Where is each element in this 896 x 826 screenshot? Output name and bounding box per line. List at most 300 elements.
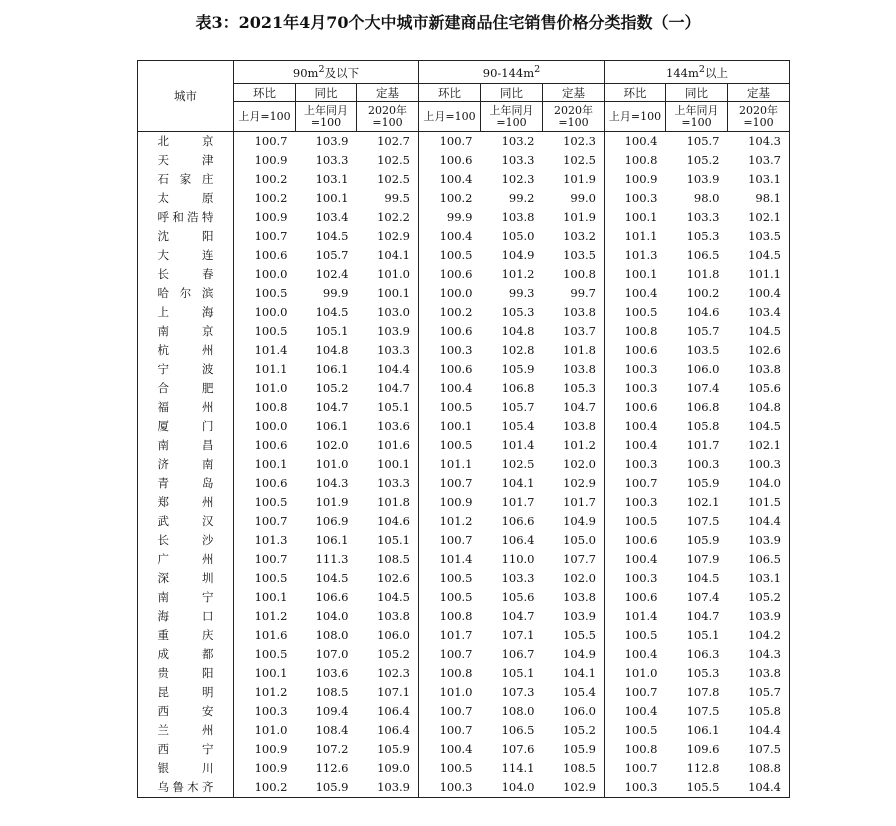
index-value: 107.6 — [501, 742, 535, 756]
index-value: 101.2 — [234, 607, 296, 626]
table-row — [138, 588, 790, 607]
city-name: 北京 — [138, 132, 234, 152]
index-value: 103.1 — [728, 170, 790, 189]
index-value: 101.1 — [605, 227, 666, 246]
city-name: 昆明 — [138, 683, 234, 702]
index-type-header: 同比 — [481, 84, 543, 102]
index-value: 100.6 — [234, 474, 296, 493]
index-value: 100.4 — [419, 227, 481, 246]
index-value: 103.8 — [563, 305, 596, 319]
index-value: 102.3 — [501, 172, 535, 186]
index-value: 99.7 — [570, 286, 596, 300]
table-row — [138, 417, 790, 436]
index-value: 100.4 — [419, 170, 481, 189]
index-value: 98.1 — [728, 189, 790, 208]
index-value: 103.5 — [563, 248, 596, 262]
index-type-header: 同比 — [296, 84, 357, 102]
base-period-header: 2020年 =100 — [543, 102, 605, 132]
index-value: 106.8 — [686, 400, 720, 414]
index-value: 101.2 — [563, 438, 596, 452]
index-value: 101.6 — [377, 438, 410, 452]
index-value: 107.4 — [686, 381, 720, 395]
index-value: 107.5 — [728, 740, 790, 759]
table-row — [138, 683, 790, 702]
index-value: 100.7 — [419, 132, 481, 152]
index-value: 100.7 — [605, 759, 666, 778]
index-type-header: 环比 — [605, 84, 666, 102]
index-value: 104.3 — [728, 645, 790, 664]
index-value: 105.7 — [686, 324, 720, 338]
index-value: 99.0 — [570, 191, 596, 205]
index-value: 109.0 — [377, 761, 410, 775]
index-value: 101.8 — [563, 343, 596, 357]
index-value: 100.5 — [234, 284, 296, 303]
index-value: 103.7 — [728, 151, 790, 170]
index-value: 100.5 — [419, 246, 481, 265]
index-value: 103.8 — [563, 590, 596, 604]
index-value: 99.3 — [508, 286, 535, 300]
index-value: 111.3 — [315, 552, 349, 566]
index-value: 100.3 — [605, 778, 666, 798]
index-value: 105.9 — [501, 362, 535, 376]
index-value: 103.8 — [377, 609, 410, 623]
index-value: 104.2 — [728, 626, 790, 645]
index-value: 106.0 — [563, 704, 596, 718]
table-row — [138, 170, 790, 189]
index-value: 101.0 — [377, 267, 410, 281]
city-name: 上海 — [138, 303, 234, 322]
base-period-header: 上月=100 — [605, 102, 666, 132]
index-value: 102.0 — [563, 457, 596, 471]
table-row — [138, 455, 790, 474]
index-value: 104.5 — [728, 246, 790, 265]
index-value: 100.1 — [605, 265, 666, 284]
index-value: 106.5 — [686, 248, 720, 262]
index-value: 103.8 — [563, 419, 596, 433]
index-value: 103.2 — [563, 229, 596, 243]
index-value: 103.9 — [563, 609, 596, 623]
table-row — [138, 284, 790, 303]
index-value: 102.6 — [728, 341, 790, 360]
index-value: 104.5 — [315, 305, 349, 319]
index-value: 103.3 — [501, 571, 535, 585]
city-name: 杭州 — [138, 341, 234, 360]
index-value: 107.5 — [686, 704, 720, 718]
index-value: 100.4 — [419, 740, 481, 759]
index-value: 104.7 — [315, 400, 349, 414]
index-type-header: 定基 — [543, 84, 605, 102]
index-value: 108.5 — [377, 552, 410, 566]
index-value: 106.9 — [315, 514, 349, 528]
index-value: 102.1 — [728, 436, 790, 455]
index-value: 105.2 — [563, 723, 596, 737]
index-value: 108.0 — [501, 704, 535, 718]
index-value: 105.2 — [728, 588, 790, 607]
index-value: 100.1 — [234, 588, 296, 607]
index-value: 106.0 — [686, 362, 720, 376]
index-value: 104.5 — [315, 229, 349, 243]
index-value: 100.6 — [419, 322, 481, 341]
index-value: 104.1 — [501, 476, 535, 490]
table-row — [138, 702, 790, 721]
index-value: 104.1 — [377, 248, 410, 262]
index-value: 100.5 — [419, 569, 481, 588]
index-value: 102.0 — [315, 438, 349, 452]
city-name: 宁波 — [138, 360, 234, 379]
index-value: 107.4 — [686, 590, 720, 604]
table-row — [138, 132, 790, 152]
index-value: 103.9 — [728, 531, 790, 550]
index-value: 100.3 — [686, 457, 720, 471]
index-value: 100.9 — [234, 208, 296, 227]
index-value: 100.5 — [234, 569, 296, 588]
index-value: 107.1 — [377, 685, 410, 699]
index-value: 100.9 — [605, 170, 666, 189]
index-value: 105.0 — [563, 533, 596, 547]
index-value: 99.5 — [384, 191, 410, 205]
index-value: 100.7 — [419, 531, 481, 550]
index-value: 101.1 — [419, 455, 481, 474]
index-value: 105.6 — [501, 590, 535, 604]
index-value: 102.1 — [728, 208, 790, 227]
index-value: 104.7 — [686, 609, 720, 623]
index-value: 100.2 — [419, 303, 481, 322]
index-value: 105.3 — [686, 666, 720, 680]
city-name: 福州 — [138, 398, 234, 417]
city-name: 广州 — [138, 550, 234, 569]
index-value: 100.5 — [234, 493, 296, 512]
index-value: 106.8 — [501, 381, 535, 395]
index-value: 100.3 — [605, 379, 666, 398]
index-value: 103.6 — [315, 666, 349, 680]
page-title: 表3：2021年4月70个大中城市新建商品住宅销售价格分类指数（一） — [195, 13, 701, 32]
index-value: 103.5 — [686, 343, 720, 357]
index-value: 100.2 — [686, 286, 720, 300]
index-value: 102.9 — [377, 229, 410, 243]
index-value: 101.5 — [728, 493, 790, 512]
index-value: 100.3 — [605, 455, 666, 474]
index-value: 104.7 — [563, 400, 596, 414]
index-value: 104.9 — [501, 248, 535, 262]
base-period-header: 上年同月 =100 — [481, 102, 543, 132]
table-row — [138, 626, 790, 645]
index-value: 112.8 — [686, 761, 720, 775]
index-value: 106.7 — [501, 647, 535, 661]
index-value: 101.0 — [419, 683, 481, 702]
index-value: 104.4 — [728, 512, 790, 531]
index-value: 101.2 — [419, 512, 481, 531]
base-period-header: 2020年 =100 — [357, 102, 419, 132]
index-value: 107.9 — [686, 552, 720, 566]
index-value: 103.9 — [728, 607, 790, 626]
index-value: 103.6 — [377, 419, 410, 433]
index-value: 108.5 — [315, 685, 349, 699]
index-value: 101.0 — [234, 721, 296, 740]
city-name: 沈阳 — [138, 227, 234, 246]
base-period-header: 上年同月 =100 — [296, 102, 357, 132]
index-value: 106.5 — [501, 723, 535, 737]
index-value: 100.7 — [419, 474, 481, 493]
index-value: 100.7 — [419, 702, 481, 721]
index-type-header: 环比 — [234, 84, 296, 102]
index-value: 105.5 — [666, 778, 728, 798]
city-name: 太原 — [138, 189, 234, 208]
index-value: 101.7 — [419, 626, 481, 645]
table-row — [138, 436, 790, 455]
index-type-header: 同比 — [666, 84, 728, 102]
city-name: 长沙 — [138, 531, 234, 550]
index-value: 104.1 — [563, 666, 596, 680]
base-period-header: 2020年 =100 — [728, 102, 790, 132]
index-value: 105.2 — [686, 153, 720, 167]
index-value: 100.6 — [419, 151, 481, 170]
index-value: 105.1 — [315, 324, 349, 338]
index-value: 106.4 — [377, 704, 410, 718]
index-value: 100.4 — [605, 645, 666, 664]
index-value: 100.1 — [315, 191, 349, 205]
index-value: 99.9 — [419, 208, 481, 227]
city-name: 合肥 — [138, 379, 234, 398]
index-value: 103.7 — [563, 324, 596, 338]
table-row — [138, 208, 790, 227]
index-value: 100.8 — [563, 267, 596, 281]
index-value: 100.4 — [605, 702, 666, 721]
index-value: 100.7 — [234, 227, 296, 246]
index-value: 105.4 — [501, 419, 535, 433]
index-value: 105.1 — [377, 533, 410, 547]
index-value: 100.1 — [234, 455, 296, 474]
table-row — [138, 189, 790, 208]
index-value: 103.3 — [501, 153, 535, 167]
index-value: 103.2 — [501, 134, 535, 148]
table-row — [138, 569, 790, 588]
index-value: 100.0 — [419, 284, 481, 303]
index-value: 102.4 — [315, 267, 349, 281]
index-value: 106.0 — [377, 628, 410, 642]
index-value: 103.3 — [686, 210, 720, 224]
index-value: 105.2 — [377, 647, 410, 661]
index-value: 100.1 — [377, 286, 410, 300]
index-value: 104.0 — [315, 609, 349, 623]
index-value: 100.3 — [605, 360, 666, 379]
index-value: 104.6 — [377, 514, 410, 528]
table-row — [138, 740, 790, 759]
index-value: 99.2 — [508, 191, 535, 205]
index-value: 104.5 — [728, 322, 790, 341]
index-type-header: 定基 — [357, 84, 419, 102]
index-value: 103.5 — [728, 227, 790, 246]
index-value: 110.0 — [501, 552, 535, 566]
index-value: 101.2 — [501, 267, 535, 281]
index-value: 102.6 — [377, 571, 410, 585]
index-value: 100.1 — [419, 417, 481, 436]
index-value: 101.4 — [501, 438, 535, 452]
index-value: 100.2 — [234, 189, 296, 208]
index-value: 104.4 — [728, 778, 790, 798]
index-value: 101.4 — [419, 550, 481, 569]
city-name: 天津 — [138, 151, 234, 170]
index-value: 100.5 — [419, 398, 481, 417]
index-value: 106.6 — [315, 590, 349, 604]
index-value: 100.6 — [605, 341, 666, 360]
index-value: 100.9 — [234, 740, 296, 759]
index-type-header: 定基 — [728, 84, 790, 102]
index-value: 100.1 — [605, 208, 666, 227]
index-value: 100.4 — [728, 284, 790, 303]
city-name: 呼和浩特 — [138, 208, 234, 227]
index-value: 98.0 — [693, 191, 720, 205]
index-value: 107.1 — [501, 628, 535, 642]
index-value: 100.6 — [605, 531, 666, 550]
index-value: 104.8 — [315, 343, 349, 357]
index-value: 104.8 — [728, 398, 790, 417]
city-name: 武汉 — [138, 512, 234, 531]
index-value: 100.5 — [234, 645, 296, 664]
index-value: 101.8 — [686, 267, 720, 281]
index-value: 105.9 — [686, 533, 720, 547]
index-type-header: 环比 — [419, 84, 481, 102]
index-value: 99.9 — [322, 286, 349, 300]
index-value: 106.6 — [501, 514, 535, 528]
index-value: 105.1 — [501, 666, 535, 680]
index-value: 100.6 — [419, 360, 481, 379]
index-value: 103.1 — [315, 172, 349, 186]
city-name: 南昌 — [138, 436, 234, 455]
group-header: $90m^2$及以下 — [234, 61, 419, 84]
table-row — [138, 607, 790, 626]
index-value: 100.9 — [234, 759, 296, 778]
index-value: 114.1 — [501, 761, 535, 775]
index-value: 105.9 — [377, 742, 410, 756]
index-value: 100.8 — [234, 398, 296, 417]
index-value: 102.3 — [377, 666, 410, 680]
index-value: 107.2 — [315, 742, 349, 756]
index-value: 100.4 — [605, 417, 666, 436]
group-header: $144m^2$以上 — [605, 61, 790, 84]
index-value: 104.9 — [563, 647, 596, 661]
index-value: 105.3 — [686, 229, 720, 243]
index-value: 100.3 — [605, 189, 666, 208]
index-value: 100.8 — [605, 151, 666, 170]
index-value: 103.4 — [728, 303, 790, 322]
table-row — [138, 645, 790, 664]
index-value: 100.6 — [234, 246, 296, 265]
table-row — [138, 550, 790, 569]
index-value: 105.8 — [686, 419, 720, 433]
index-value: 101.2 — [234, 683, 296, 702]
city-name: 大连 — [138, 246, 234, 265]
index-value: 105.5 — [563, 628, 596, 642]
index-value: 100.4 — [605, 284, 666, 303]
table-row — [138, 227, 790, 246]
index-value: 107.5 — [686, 514, 720, 528]
index-value: 100.5 — [605, 512, 666, 531]
table-row — [138, 474, 790, 493]
index-value: 100.8 — [605, 322, 666, 341]
index-value: 107.3 — [501, 685, 535, 699]
index-value: 105.9 — [563, 742, 596, 756]
index-value: 102.5 — [377, 172, 410, 186]
index-value: 104.4 — [377, 362, 410, 376]
index-value: 104.5 — [686, 571, 720, 585]
index-value: 108.4 — [315, 723, 349, 737]
index-value: 101.0 — [315, 457, 349, 471]
index-value: 100.5 — [605, 626, 666, 645]
index-value: 100.7 — [234, 550, 296, 569]
index-value: 100.6 — [605, 398, 666, 417]
index-value: 103.8 — [501, 210, 535, 224]
index-value: 105.9 — [296, 778, 357, 798]
index-value: 100.0 — [234, 303, 296, 322]
index-value: 100.7 — [419, 721, 481, 740]
index-value: 106.1 — [315, 533, 349, 547]
index-value: 104.6 — [686, 305, 720, 319]
index-value: 100.7 — [605, 474, 666, 493]
index-value: 105.8 — [728, 702, 790, 721]
index-value: 100.0 — [234, 265, 296, 284]
index-value: 101.4 — [605, 607, 666, 626]
index-value: 100.3 — [605, 493, 666, 512]
index-value: 100.3 — [728, 455, 790, 474]
index-value: 102.3 — [563, 134, 596, 148]
index-value: 105.4 — [563, 685, 596, 699]
index-value: 100.2 — [419, 189, 481, 208]
index-value: 105.0 — [501, 229, 535, 243]
index-value: 106.3 — [686, 647, 720, 661]
table-row — [138, 398, 790, 417]
index-value: 101.9 — [563, 172, 596, 186]
index-value: 102.5 — [377, 153, 410, 167]
city-name: 哈尔滨 — [138, 284, 234, 303]
index-value: 101.0 — [234, 379, 296, 398]
index-value: 106.5 — [728, 550, 790, 569]
index-value: 107.0 — [315, 647, 349, 661]
city-name: 乌鲁木齐 — [138, 778, 234, 798]
index-value: 100.5 — [234, 322, 296, 341]
index-value: 100.7 — [234, 512, 296, 531]
index-value: 104.5 — [315, 571, 349, 585]
city-name: 济南 — [138, 455, 234, 474]
index-value: 108.8 — [728, 759, 790, 778]
index-value: 103.4 — [315, 210, 349, 224]
city-name: 海口 — [138, 607, 234, 626]
city-name: 西宁 — [138, 740, 234, 759]
table-row — [138, 341, 790, 360]
index-value: 103.8 — [728, 664, 790, 683]
index-value: 101.8 — [377, 495, 410, 509]
table-row — [138, 322, 790, 341]
index-value: 109.4 — [315, 704, 349, 718]
base-period-header: 上月=100 — [419, 102, 481, 132]
table-row — [138, 379, 790, 398]
base-period-header: 上月=100 — [234, 102, 296, 132]
index-value: 102.2 — [377, 210, 410, 224]
index-value: 104.3 — [728, 132, 790, 152]
index-value: 109.6 — [686, 742, 720, 756]
table-row — [138, 778, 790, 798]
index-value: 103.9 — [357, 778, 419, 798]
table-row — [138, 493, 790, 512]
index-value: 100.5 — [605, 303, 666, 322]
index-value: 100.4 — [605, 550, 666, 569]
base-period-header: 上年同月 =100 — [666, 102, 728, 132]
index-value: 101.7 — [501, 495, 535, 509]
table-row — [138, 759, 790, 778]
city-column-header: 城市 — [138, 61, 234, 132]
index-value: 103.8 — [563, 362, 596, 376]
index-value: 104.0 — [481, 778, 543, 798]
index-value: 101.4 — [234, 341, 296, 360]
